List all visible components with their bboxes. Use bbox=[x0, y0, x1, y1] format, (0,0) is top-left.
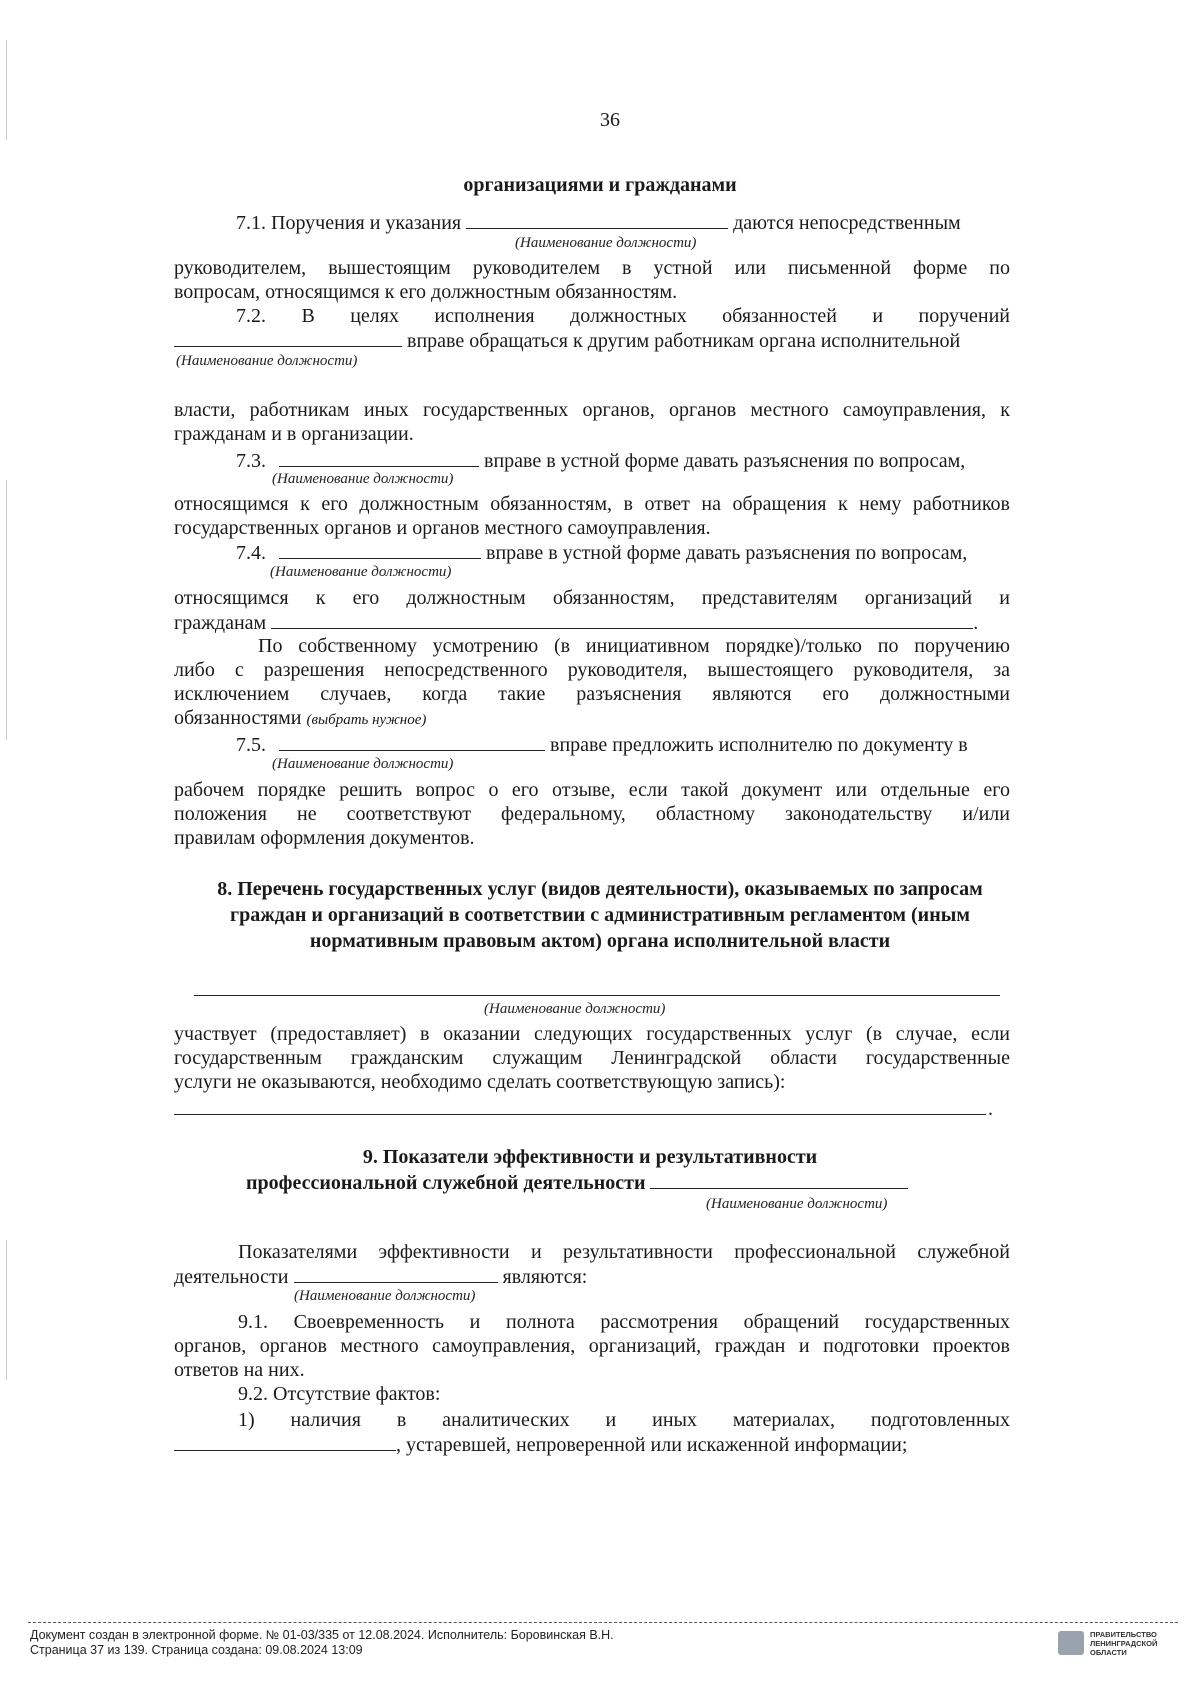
fill-blank bbox=[174, 1114, 986, 1115]
page-number: 36 bbox=[600, 109, 620, 131]
section8-title-line2: граждан и организаций в соответствии с административным регламентом (иным bbox=[230, 904, 970, 926]
section9-are: являются: bbox=[502, 1266, 588, 1288]
section8-line1: участвует (предоставляет) в оказании следующих государственных услуг (в случае, если bbox=[174, 1023, 1010, 1045]
item1-line1: 1) наличия в аналитических и иных материалах, подготовленных bbox=[238, 1409, 1010, 1431]
p71-line3: вопросам, относящимся к его должностным обязанностям. bbox=[174, 281, 678, 303]
p71-number: 7.1. Поручения и указания bbox=[236, 212, 462, 234]
section8-end-dot: . bbox=[988, 1098, 993, 1120]
p72-tail: вправе обращаться к другим работникам органа исполнительной bbox=[407, 330, 961, 352]
government-logo-text bbox=[1090, 1630, 1157, 1657]
section8-line3: услуги не оказываются, необходимо сделать соответствующую запись): bbox=[174, 1071, 786, 1093]
p74-line3 bbox=[174, 610, 978, 635]
p71-line1 bbox=[236, 210, 961, 235]
p71-line2: руководителем, вышестоящим руководителем в устной или письменной форме по bbox=[174, 257, 1010, 279]
p74-duties: обязанностями bbox=[174, 707, 302, 729]
position-blank bbox=[294, 1264, 498, 1283]
p75-line4: правилам оформления документов. bbox=[174, 827, 475, 849]
p74-line4: По собственному усмотрению (в инициативном порядке)/только по поручению bbox=[258, 635, 1010, 657]
section8-line2: государственным гражданским служащим Ленинградской области государственные bbox=[174, 1047, 1010, 1069]
position-blank bbox=[466, 210, 728, 229]
position-hint: (Наименование должности) bbox=[706, 1196, 888, 1212]
p74-line6: исключением случаев, когда такие разъяснения являются его должностными bbox=[174, 683, 1010, 705]
position-blank bbox=[194, 995, 1000, 996]
position-blank bbox=[279, 540, 481, 559]
scan-edge-line bbox=[6, 480, 7, 740]
p74-line1 bbox=[236, 540, 967, 565]
p74-number: 7.4. bbox=[236, 542, 266, 564]
scan-edge-line bbox=[6, 40, 7, 140]
footer-divider bbox=[28, 1622, 1178, 1623]
government-emblem-icon bbox=[1058, 1631, 1084, 1655]
scan-edge-line bbox=[6, 1240, 7, 1380]
section9-title-line2 bbox=[246, 1170, 908, 1195]
fill-blank bbox=[271, 610, 973, 629]
position-blank bbox=[174, 328, 402, 347]
logo-text-line1: ПРАВИТЕЛЬСТВО bbox=[1090, 1630, 1157, 1639]
p74-line2: относящимся к его должностным обязанностям, представителям организаций и bbox=[174, 587, 1010, 609]
p73-line2: относящимся к его должностным обязанностям, в ответ на обращения к нему работников bbox=[174, 493, 1010, 515]
section9-intro-line1: Показателями эффективности и результативности профессиональной служебной bbox=[238, 1241, 1010, 1263]
section8-title-line3: нормативным правовым актом) органа исполнительной власти bbox=[309, 930, 891, 952]
position-hint: (Наименование должности) bbox=[294, 1288, 476, 1304]
continued-heading: организациями и гражданами bbox=[463, 174, 737, 196]
p74-dot: . bbox=[973, 612, 979, 634]
p72-line4: гражданам и в организации. bbox=[174, 423, 414, 445]
p72-line1: 7.2. В целях исполнения должностных обязанностей и поручений bbox=[236, 305, 1010, 327]
item1-tail: , устаревшей, непроверенной или искаженной информации; bbox=[396, 1434, 908, 1456]
p91-line3: ответов на них. bbox=[174, 1359, 305, 1381]
p74-line5: либо с разрешения непосредственного руководителя, вышестоящего руководителя, за bbox=[174, 659, 1010, 681]
logo-text-line3: ОБЛАСТИ bbox=[1090, 1648, 1127, 1657]
position-hint: (Наименование должности) bbox=[176, 353, 358, 369]
p75-line2: рабочем порядке решить вопрос о его отзыве, если такой документ или отдельные его bbox=[174, 779, 1010, 801]
position-blank bbox=[279, 448, 479, 467]
footer-line1: Документ создан в электронной форме. № 01-03/335 от 12.08.2024. Исполнитель: Боровинская В.Н. bbox=[30, 1628, 614, 1642]
p73-number: 7.3. bbox=[236, 450, 266, 472]
position-hint: (Наименование должности) bbox=[270, 564, 452, 580]
p74-tail: вправе в устной форме давать разъяснения по вопросам, bbox=[486, 542, 968, 564]
position-blank bbox=[650, 1170, 908, 1189]
item1-line2 bbox=[174, 1432, 907, 1457]
p75-line1 bbox=[236, 732, 968, 757]
fill-blank bbox=[174, 1432, 396, 1451]
p73-line3: государственных органов и органов местного самоуправления. bbox=[174, 517, 711, 539]
position-hint: (Наименование должности) bbox=[272, 756, 454, 772]
p72-line3: власти, работникам иных государственных органов, органов местного самоуправления, к bbox=[174, 399, 1010, 421]
section8-title-line1: 8. Перечень государственных услуг (видов деятельности), оказываемых по запросам bbox=[217, 878, 983, 900]
position-hint: (Наименование должности) bbox=[484, 1001, 666, 1017]
position-hint: (Наименование должности) bbox=[272, 471, 454, 487]
position-hint: (Наименование должности) bbox=[515, 235, 697, 251]
p74-line7 bbox=[174, 706, 426, 732]
p91-line2: органов, органов местного самоуправления, организаций, граждан и подготовки проектов bbox=[174, 1335, 1010, 1357]
section9-intro-line2 bbox=[174, 1264, 587, 1289]
section9-title-line1: 9. Показатели эффективности и результативности bbox=[362, 1146, 818, 1168]
p75-line3: положения не соответствуют федеральному, областному законодательству и/или bbox=[174, 803, 1010, 825]
footer-line2: Страница 37 из 139. Страница создана: 09.08.2024 13:09 bbox=[30, 1643, 363, 1657]
position-blank bbox=[279, 732, 545, 751]
section9-title-text: профессиональной служебной деятельности bbox=[246, 1172, 646, 1194]
p75-number: 7.5. bbox=[236, 734, 266, 756]
p72-line2 bbox=[174, 328, 960, 353]
logo-text-line2: ЛЕНИНГРАДСКОЙ bbox=[1090, 1639, 1158, 1648]
p92-line: 9.2. Отсутствие фактов: bbox=[238, 1383, 441, 1405]
p74-citizens: гражданам bbox=[174, 612, 267, 634]
p91-line1: 9.1. Своевременность и полнота рассмотрения обращений государственных bbox=[238, 1311, 1010, 1333]
p73-tail: вправе в устной форме давать разъяснения по вопросам, bbox=[484, 450, 966, 472]
p75-tail: вправе предложить исполнителю по документу в bbox=[550, 734, 968, 756]
p71-tail: даются непосредственным bbox=[733, 212, 961, 234]
choose-hint: (выбрать нужное) bbox=[306, 712, 427, 728]
section9-activity: деятельности bbox=[174, 1266, 289, 1288]
